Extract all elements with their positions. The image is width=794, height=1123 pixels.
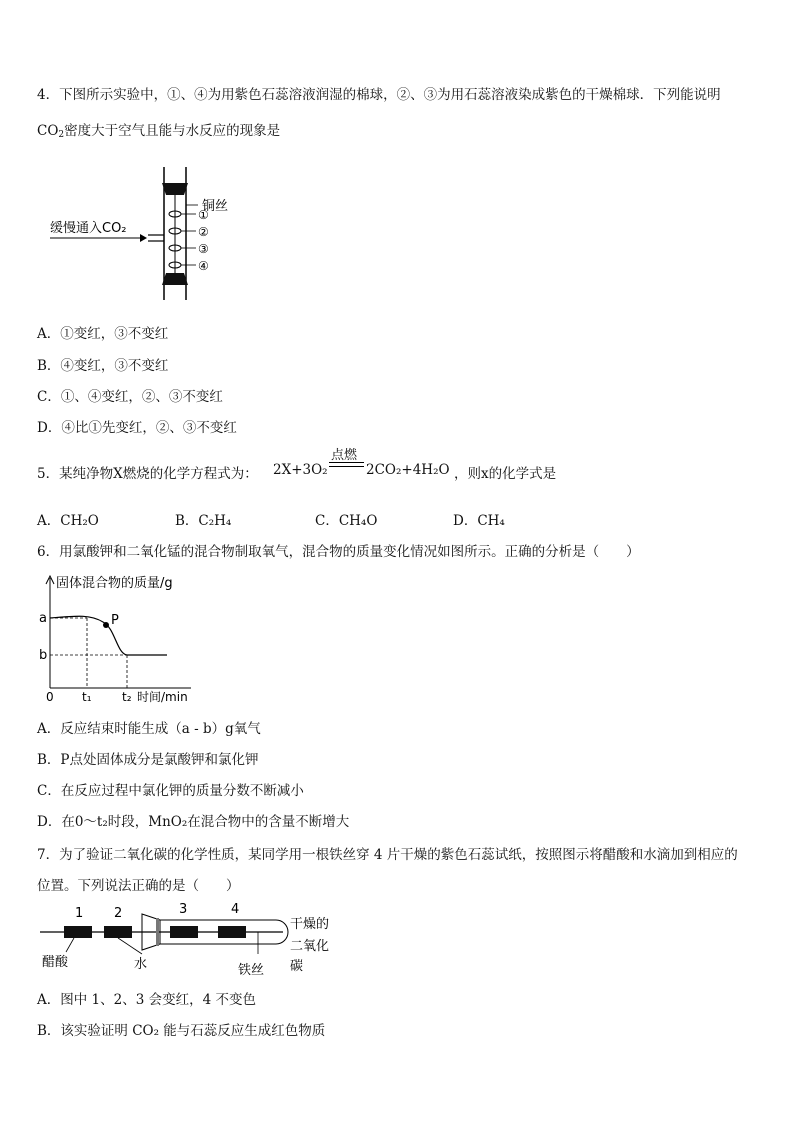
q5-equals-line-2: [329, 466, 364, 467]
y-axis-label: 固体混合物的质量/g: [56, 576, 173, 591]
q7-option-b[interactable]: B．该实验证明 CO₂ 能与石蕊反应生成红色物质: [37, 1023, 326, 1039]
strip-2: [104, 926, 132, 938]
strip-number-4: 4: [231, 902, 240, 917]
gas-label-line-1: 干燥的: [290, 917, 330, 932]
q4-option-a[interactable]: A．①变红，③不变红: [37, 326, 169, 342]
gas-label-line-3: 碳: [290, 959, 304, 974]
q5-stem-pre: 5．某纯净物X燃烧的化学方程式为：: [37, 466, 258, 482]
ball-label-4: ④: [198, 259, 209, 273]
gas-label-line-2: 二氧化: [290, 939, 330, 954]
q4-option-c[interactable]: C．①、④变红，②、③不变红: [37, 389, 223, 405]
top-stopper: [162, 183, 188, 195]
point-p-label: P: [111, 613, 119, 628]
q5-equation-right: 2CO₂+4H₂O: [366, 462, 450, 478]
q6-option-c[interactable]: C．在反应过程中氯化钾的质量分数不断减小: [37, 783, 304, 799]
q6-stem: 6．用氯酸钾和二氧化锰的混合物制取氧气，混合物的质量变化情况如图所示。正确的分析是（ ）: [37, 544, 640, 560]
q5-option-d[interactable]: D．CH₄: [453, 513, 505, 529]
water-label: 水: [134, 957, 148, 972]
q5-equals-line-1: [329, 462, 364, 463]
q7-stem-line2: 位置。下列说法正确的是（ ）: [37, 878, 240, 894]
copper-wire-label: 铜丝: [202, 199, 229, 214]
q5-option-b[interactable]: B．C₂H₄: [175, 513, 232, 529]
q7-stem-line1: 7．为了验证二氧化碳的化学性质，某同学用一根铁丝穿 4 片干燥的紫色石蕊试纸，按照图示将醋酸和水滴加到相应的: [37, 847, 738, 863]
q5-option-a[interactable]: A．CH₂O: [37, 513, 99, 529]
acid-label: 醋酸: [42, 955, 69, 970]
inlet-label: 缓慢通入CO₂: [50, 221, 127, 236]
strip-number-3: 3: [179, 902, 188, 917]
bottom-stopper: [162, 273, 188, 285]
q4-option-d[interactable]: D．④比①先变红，②、③不变红: [37, 420, 237, 436]
iron-wire-label: 铁丝: [238, 963, 265, 978]
q5-equation-condition: 点燃: [331, 448, 358, 463]
strip-number-2: 2: [114, 906, 123, 921]
x-axis-label: 时间/min: [137, 690, 188, 704]
strip-1: [64, 926, 92, 938]
q4-option-b[interactable]: B．④变红，③不变红: [37, 358, 169, 374]
q4-stem-line1: 4．下图所示实验中，①、④为用紫色石蕊溶液润湿的棉球，②、③为用石蕊溶液染成紫色的干燥棉球．下列能说明: [37, 87, 721, 103]
q5-equation-left: 2X+3O₂: [273, 462, 328, 478]
x-tick-t1: t₁: [82, 690, 92, 704]
ball-label-2: ②: [198, 225, 209, 239]
x-tick-t2: t₂: [122, 690, 132, 704]
q6-option-a[interactable]: A．反应结束时能生成（a - b）g氧气: [37, 721, 261, 737]
ball-label-3: ③: [198, 242, 209, 256]
y-tick-b: b: [39, 648, 48, 663]
q7-option-a[interactable]: A．图中 1、2、3 会变红，4 不变色: [37, 992, 256, 1008]
q7-apparatus-figure: [38, 898, 338, 978]
ball-label-1: ①: [198, 208, 209, 222]
q6-option-b[interactable]: B．P点处固体成分是氯酸钾和氯化钾: [37, 752, 259, 768]
q4-stem-line2: $CO_2$密度大于空气且能与水反应的现象是: [37, 123, 281, 140]
point-p: [103, 622, 109, 628]
strip-4: [218, 926, 246, 938]
strip-number-1: 1: [75, 906, 84, 921]
x-tick-0: 0: [46, 690, 54, 704]
strip-3: [170, 926, 198, 938]
y-tick-a: a: [39, 611, 47, 626]
q5-stem-post: ，则x的化学式是: [454, 466, 557, 482]
q5-option-c[interactable]: C．CH₄O: [315, 513, 378, 529]
q4-apparatus-figure: [40, 165, 240, 305]
q6-option-d[interactable]: D．在0～t₂时段，MnO₂在混合物中的含量不断增大: [37, 814, 350, 830]
mass-curve: [50, 616, 167, 655]
q6-mass-chart: [35, 570, 200, 706]
